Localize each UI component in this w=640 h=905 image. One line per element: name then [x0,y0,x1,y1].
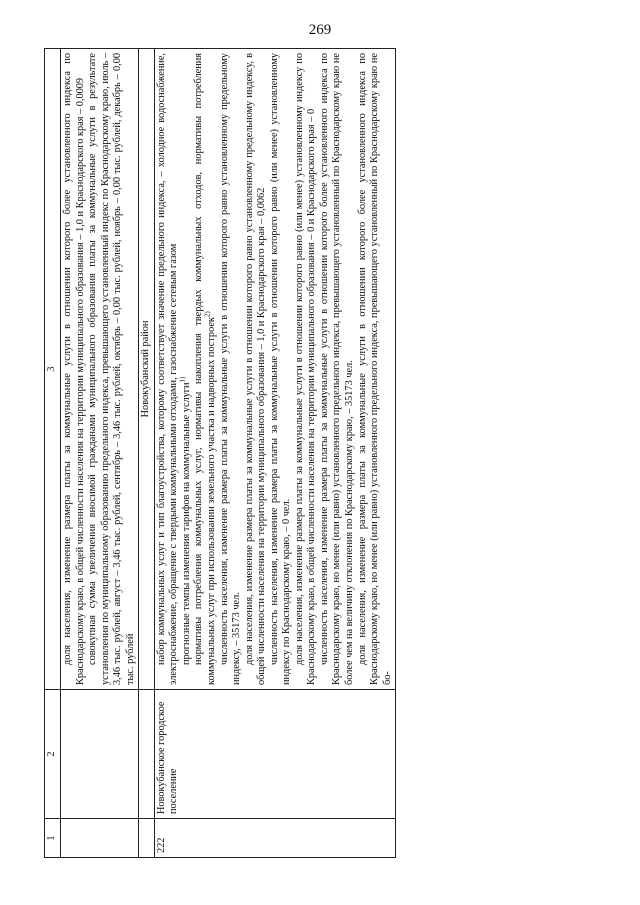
district-row [139,49,155,858]
continuation-number-cell [61,819,139,858]
entry-paragraph-text: численность населения, изменение размера платы за коммунальные услуги в отношении которого более установленного индекса по Краснодарскому краю, но менее (или равно) установленного предельного индекса, превышающего установленный по Краснодарскому краю не более чем на величину отклонения по Краснодарскому краю, – 35173 чел. [318,53,356,685]
district-number-cell [139,819,155,858]
entry-paragraph-text: численность населения, изменение размера платы за коммунальные услуги в отношении которого равно установленному предельному индексу, – 35173 чел. [218,53,243,685]
entry-paragraph [156,53,181,685]
column-header-1: 1 [45,819,61,858]
page-number: 269 [308,22,332,38]
entry-paragraph-text: доля населения, изменение размера платы за коммунальные услуги в отношении которого равно установленному предельному индексу, в общей численности населения на территории муниципального образования – 1,0 и Краснодарского края – 0,0062 [243,53,268,685]
entry-number: 222 [154,819,395,858]
column-header-2: 2 [45,690,61,819]
continuation-name-cell [61,690,139,819]
column-number-row [45,49,61,858]
entry-paragraph [319,53,357,685]
entry-row [154,49,395,858]
entry-name: Новокубанское городское поселение [154,690,395,819]
district-title: Новокубанский район [139,49,155,690]
entry-paragraph [193,53,218,685]
entry-paragraph [219,53,244,685]
entry-paragraph [178,53,194,685]
entry-paragraph-text: численность населения, изменение размера платы за коммунальные услуги в отношении которого равно (или менее) установленному индексу по Краснодарскому краю, – 0 чел. [268,53,293,685]
continuation-row [61,49,139,858]
continuation-content-cell [61,49,139,690]
continuation-paragraph: совокупная сумма увеличения вносимой гражданами муниципального образования платы за коммунальные услуги в результате установления по муниципальному образованию предельного индекса, превышающего установленный индекс по Краснодарскому краю, июль – 3,46 тыс. рублей, август – 3,46 тыс. рублей, сентябрь – 3,46 тыс. рублей, октябрь – 0,00 тыс. рублей, ноябрь – 0,00 тыс. рублей, декабрь – 0,00 тыс. рублей [87,53,136,685]
entry-paragraph [357,53,395,685]
tariff-table [44,48,396,858]
entry-content [154,49,395,690]
entry-paragraph [269,53,294,685]
entry-paragraph-text: набор коммунальных услуг и тип благоустройства, которому соответствует значение предельного индекса, – холодное водоснабжение, электроснабжение, обращение с твердыми коммунальными отходами, газоснабжение сетевым газом [155,53,180,685]
entry-paragraph [294,53,319,685]
entry-paragraph-text: доля населения, изменение размера платы за коммунальные услуги в отношении которого равно (или менее) установленному индексу по Краснодарскому краю, в общей численности населения на территории муниципального образования – 0 и Краснодарского края – 0 [293,53,318,685]
rotated-table-sheet [44,48,589,858]
footnote-marker: 2) [203,311,212,318]
entry-paragraph-text: прогнозные темпы изменения тарифов на коммунальные услуги [180,382,192,665]
column-header-3: 3 [45,49,61,690]
entry-paragraph-text: доля населения, изменение размера платы за коммунальные услуги в отношении которого более установленного индекса по Краснодарскому краю, но менее (или равно) установленного предельного индекса, превышающего установленный по Краснодарскому краю не бо- [356,53,393,685]
footnote-marker: 1) [178,376,187,383]
entry-paragraph-text: нормативы потребления коммунальных услуг, нормативы накопления твердых коммунальных отходов, нормативы потребления коммунальных услуг при использовании земельного участка и надворных построек [193,53,218,685]
continuation-paragraph: доля населения, изменение размера платы за коммунальные услуги в отношении которого более установленного индекса по Краснодарскому краю, в общей численности населения на территории муниципального образования – 1,0 и Краснодарского края – 0,0009 [62,53,86,685]
entry-paragraph [244,53,269,685]
district-name-cell [139,690,155,819]
